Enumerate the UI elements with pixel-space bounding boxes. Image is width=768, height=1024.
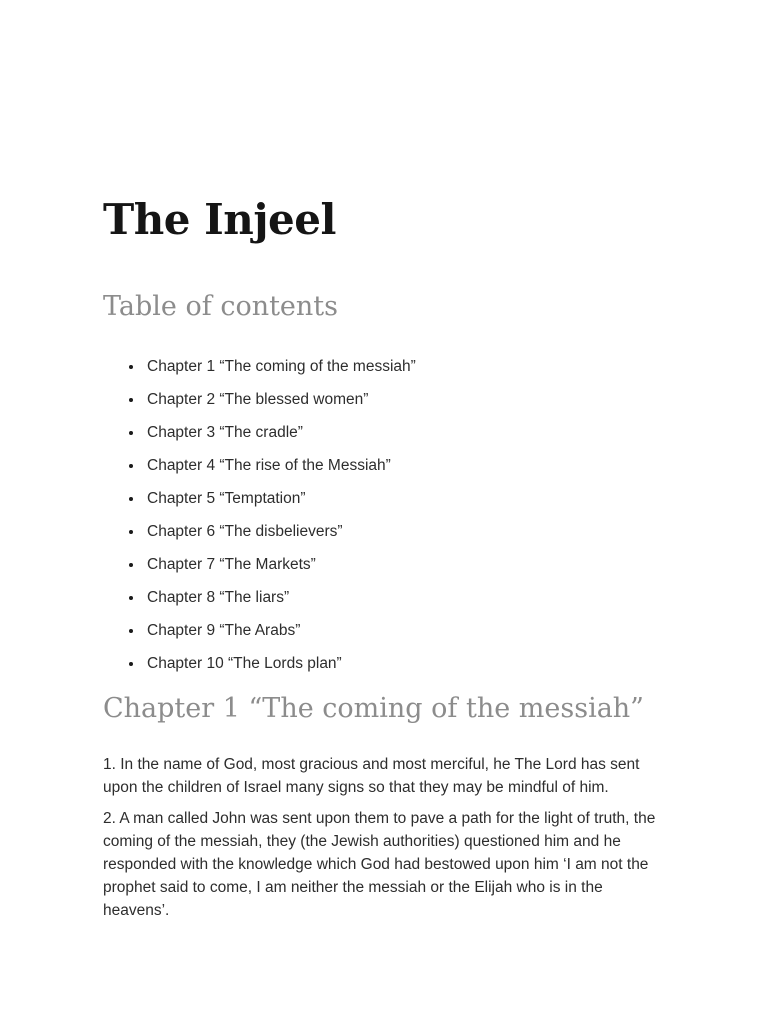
toc-item: • Chapter 9 “The Arabs” (144, 619, 673, 642)
toc-item: • Chapter 4 “The rise of the Messiah” (144, 454, 673, 477)
toc-item: • Chapter 3 “The cradle” (144, 421, 673, 444)
toc-list (103, 355, 673, 675)
chapter-paragraph: 2. A man called John was sent upon them to pave a path for the light of truth, the coming of the messiah, they (the Jewish authorities) questioned him and he responded with the knowledge which God had bestowed upon him ‘I am not the prophet said to come, I am neither the messiah or the Elijah who is in the heavens’. (103, 810, 656, 919)
toc-heading: Table of contents (103, 291, 339, 322)
toc-item: • Chapter 6 “The disbelievers” (144, 520, 673, 543)
toc-item: • Chapter 5 “Temptation” (144, 487, 673, 510)
toc-item: • Chapter 1 “The coming of the messiah” (144, 355, 673, 378)
toc-item: • Chapter 2 “The blessed women” (144, 388, 673, 411)
toc-item: • Chapter 10 “The Lords plan” (144, 652, 673, 675)
toc-item: • Chapter 7 “The Markets” (144, 553, 673, 576)
toc-item: • Chapter 8 “The liars” (144, 586, 673, 609)
chapter-heading: Chapter 1 “The coming of the messiah” (103, 693, 644, 724)
document-title: The Injeel (103, 195, 336, 244)
chapter-paragraph: 1. In the name of God, most gracious and most merciful, he The Lord has sent upon the children of Israel many signs so that they may be mindful of him. (103, 756, 640, 796)
